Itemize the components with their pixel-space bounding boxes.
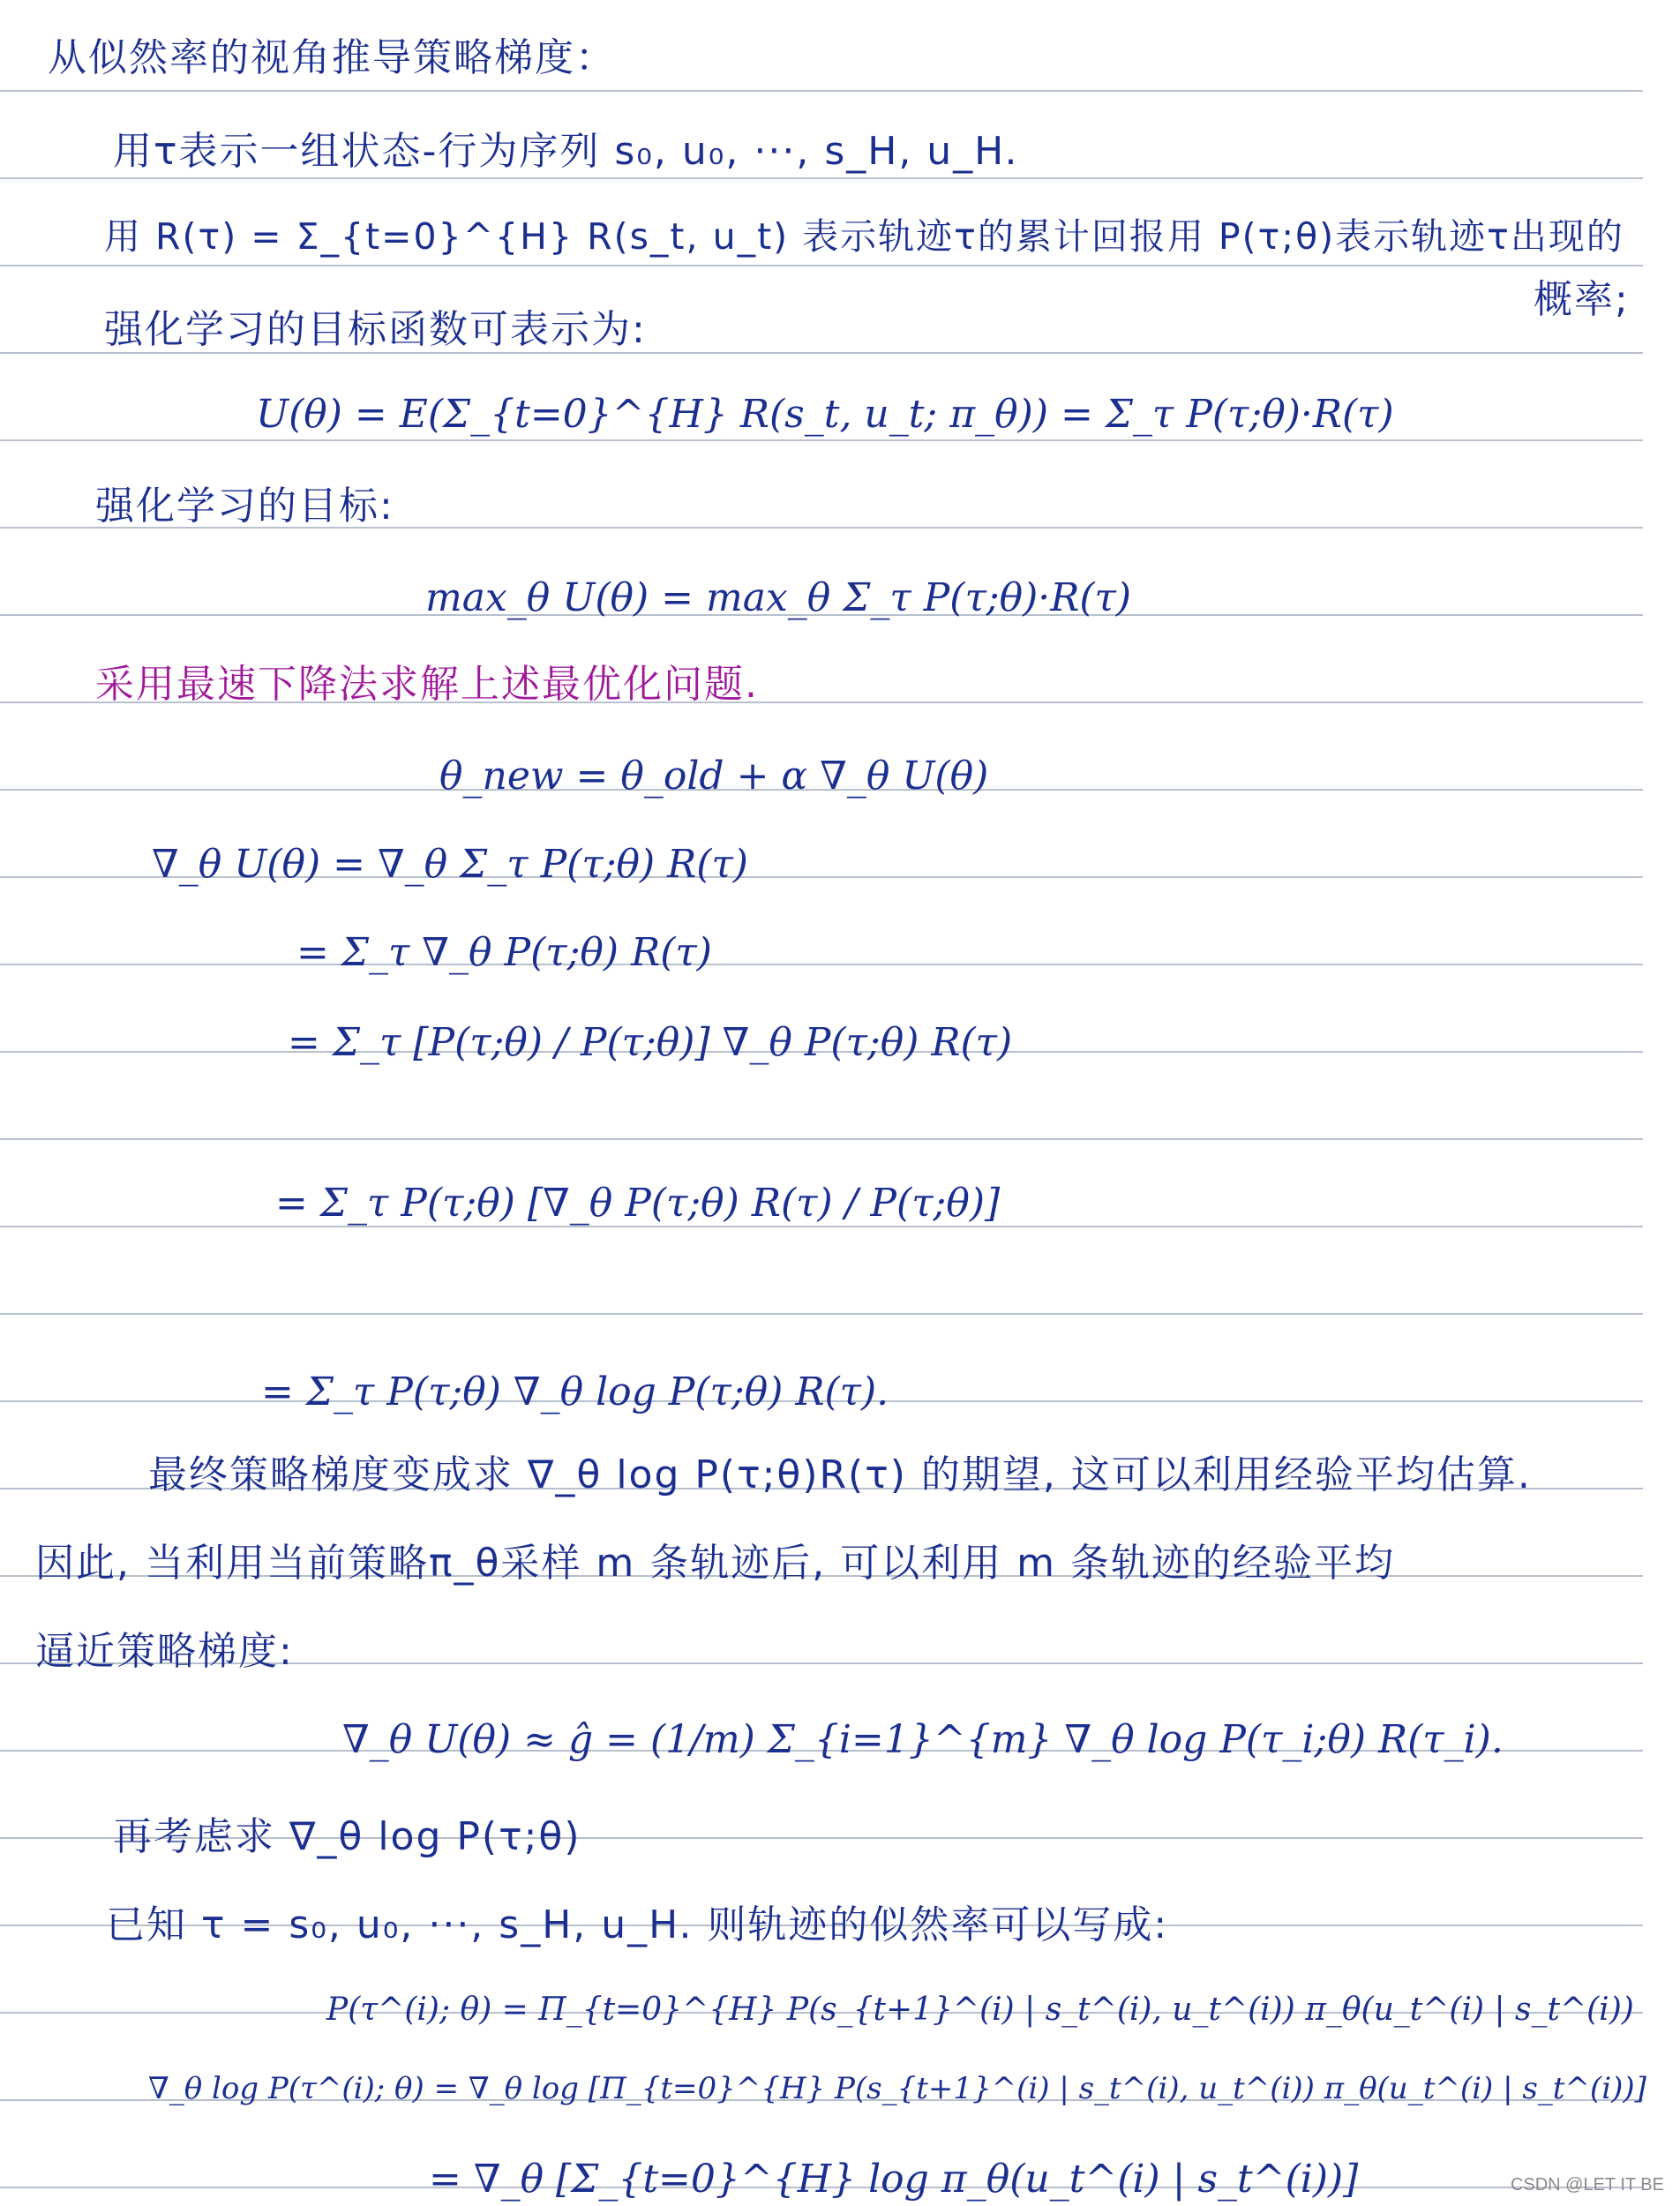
equation-line: ∇_θ log P(τ^(i); θ) = ∇_θ log [Π_{t=0}^{H} P(s_{t+1}^(i) | s_t^(i), u_t^(i)) π_θ(u_t^(i) | s_t^(i))] [148,2071,1646,2106]
text-line: 强化学习的目标: [95,484,394,529]
text-line: 逼近策略梯度: [35,1629,294,1674]
equation-line: θ_new = θ_old + α ∇_θ U(θ) [439,754,989,799]
equation-line: = Σ_τ P(τ;θ) [∇_θ P(τ;θ) R(τ) / P(τ;θ)] [275,1181,1001,1226]
equation-line: = Σ_τ ∇_θ P(τ;θ) R(τ) [296,930,712,975]
equation-line: = Σ_τ P(τ;θ) ∇_θ log P(τ;θ) R(τ). [261,1369,889,1414]
equation-line: ∇_θ U(θ) = ∇_θ Σ_τ P(τ;θ) R(τ) [152,842,748,887]
text-line: 概率; [1534,277,1630,322]
text-line: 用τ表示一组状态-行为序列 s₀, u₀, ···, s_H, u_H. [113,129,1019,174]
equation-line: max_θ U(θ) = max_θ Σ_τ P(τ;θ)·R(τ) [425,575,1132,620]
watermark: CSDN @LET IT BE [1510,2175,1664,2195]
equation-line: = Σ_τ [P(τ;θ) / P(τ;θ)] ∇_θ P(τ;θ) R(τ) [288,1020,1013,1065]
text-line: 用 R(τ) = Σ_{t=0}^{H} R(s_t, u_t) 表示轨迹τ的累计回报用 P(τ;θ)表示轨迹τ出现的 [104,215,1624,258]
equation-line: P(τ^(i); θ) = Π_{t=0}^{H} P(s_{t+1}^(i) | s_t^(i), u_t^(i)) π_θ(u_t^(i) | s_t^(i)) [326,1992,1634,2028]
heading-line: 从似然率的视角推导策略梯度： [48,35,616,80]
text-line: 最终策略梯度变成求 ∇_θ log P(τ;θ)R(τ) 的期望, 这可以利用经验平均估算. [148,1452,1532,1497]
equation-line: ∇_θ U(θ) ≈ ĝ = (1/m) Σ_{i=1}^{m} ∇_θ log P(τ_i;θ) R(τ_i). [342,1717,1504,1762]
highlight-line: 采用最速下降法求解上述最优化问题. [95,662,759,707]
equation-line: U(θ) = E(Σ_{t=0}^{H} R(s_t, u_t; π_θ)) = Σ_τ P(τ;θ)·R(τ) [256,392,1394,437]
text-line: 因此, 当利用当前策略π_θ采样 m 条轨迹后, 可以利用 m 条轨迹的经验平均 [35,1541,1396,1586]
text-line: 已知 τ = s₀, u₀, ···, s_H, u_H. 则轨迹的似然率可以写成: [106,1902,1169,1947]
text-line: 强化学习的目标函数可表示为: [104,307,647,352]
text-line: 再考虑求 ∇_θ log P(τ;θ) [113,1814,581,1859]
equation-line: = ∇_θ [Σ_{t=0}^{H} log π_θ(u_t^(i) | s_t^(i))] [429,2157,1359,2202]
